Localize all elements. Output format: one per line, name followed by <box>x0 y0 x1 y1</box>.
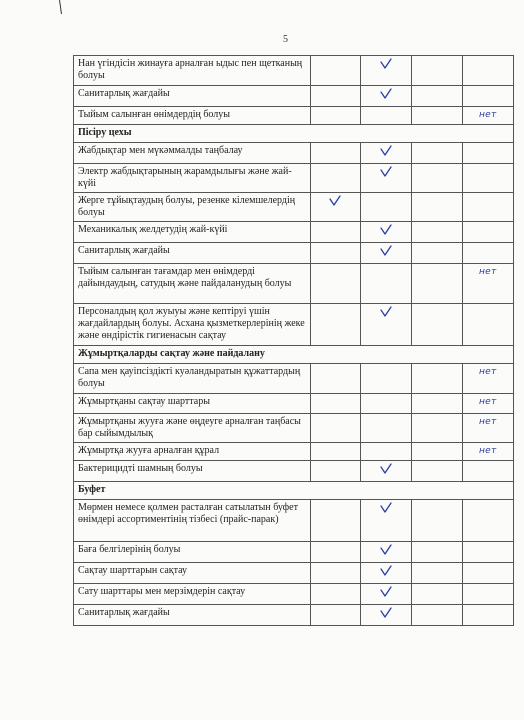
assessment-cell-4 <box>462 364 513 394</box>
assessment-cell-4 <box>462 304 513 346</box>
handwritten-note: нет <box>479 110 497 120</box>
assessment-cell-4 <box>462 86 513 107</box>
checklist-row <box>74 364 514 394</box>
checklist-row <box>74 605 514 626</box>
checkmark-icon <box>328 195 342 207</box>
assessment-cell-3 <box>412 143 462 164</box>
assessment-cell-2 <box>360 264 411 304</box>
assessment-cell-3 <box>412 605 462 626</box>
checklist-row <box>74 164 514 193</box>
assessment-cell-1 <box>310 107 360 125</box>
checklist-row <box>74 461 514 482</box>
checklist-row <box>74 542 514 563</box>
section-heading: Буфет <box>74 482 514 500</box>
criterion-label: Механикалық желдетудің жай-күйі <box>74 222 311 243</box>
assessment-cell-4 <box>462 461 513 482</box>
checklist-row <box>74 86 514 107</box>
checkmark-icon <box>379 544 393 556</box>
checklist-row <box>74 264 514 304</box>
assessment-cell-3 <box>412 222 462 243</box>
assessment-cell-2 <box>360 500 411 542</box>
assessment-cell-2 <box>360 243 411 264</box>
assessment-cell-3 <box>412 563 462 584</box>
assessment-cell-1 <box>310 164 360 193</box>
checklist-row <box>74 414 514 443</box>
checklist-row <box>74 243 514 264</box>
checklist-table <box>73 55 514 626</box>
assessment-cell-4 <box>462 605 513 626</box>
assessment-cell-2 <box>360 542 411 563</box>
criterion-label: Мөрмен немесе қолмен расталған сатылатын буфет өнімдері ассортиментінің тізбесі (прайс-парак) <box>74 500 311 542</box>
assessment-cell-1 <box>310 414 360 443</box>
assessment-cell-3 <box>412 86 462 107</box>
criterion-label: Баға белгілерінің болуы <box>74 542 311 563</box>
assessment-cell-1 <box>310 56 360 86</box>
assessment-cell-2 <box>360 304 411 346</box>
assessment-cell-1 <box>310 304 360 346</box>
checklist-row <box>74 222 514 243</box>
assessment-cell-2 <box>360 461 411 482</box>
assessment-cell-1 <box>310 243 360 264</box>
checklist-row <box>74 304 514 346</box>
checkmark-icon <box>379 586 393 598</box>
checklist-row <box>74 56 514 86</box>
checkmark-icon <box>379 145 393 157</box>
assessment-cell-2 <box>360 143 411 164</box>
assessment-cell-3 <box>412 193 462 222</box>
assessment-cell-4 <box>462 563 513 584</box>
assessment-cell-1 <box>310 394 360 414</box>
assessment-cell-4 <box>462 264 513 304</box>
handwritten-note: нет <box>479 446 497 456</box>
assessment-cell-2 <box>360 584 411 605</box>
assessment-cell-4 <box>462 143 513 164</box>
handwritten-note: нет <box>479 417 497 427</box>
checkmark-icon <box>379 58 393 70</box>
checklist-row <box>74 143 514 164</box>
criterion-label: Жерге тұйықтаудың болуы, резенке кілемшелердің болуы <box>74 193 311 222</box>
assessment-cell-1 <box>310 143 360 164</box>
page-number: 5 <box>283 34 288 45</box>
checklist-row <box>74 394 514 414</box>
assessment-cell-4 <box>462 542 513 563</box>
assessment-cell-3 <box>412 56 462 86</box>
criterion-label: Санитарлық жағдайы <box>74 86 311 107</box>
assessment-cell-2 <box>360 443 411 461</box>
assessment-cell-4 <box>462 394 513 414</box>
assessment-cell-2 <box>360 56 411 86</box>
checklist-row <box>74 563 514 584</box>
assessment-cell-3 <box>412 243 462 264</box>
criterion-label: Сату шарттары мен мерзімдерін сақтау <box>74 584 311 605</box>
handwritten-note: нет <box>479 397 497 407</box>
assessment-cell-4 <box>462 222 513 243</box>
checklist-row <box>74 443 514 461</box>
assessment-cell-3 <box>412 414 462 443</box>
checklist-row <box>74 584 514 605</box>
assessment-cell-4 <box>462 584 513 605</box>
assessment-cell-1 <box>310 443 360 461</box>
checklist-row <box>74 193 514 222</box>
checkmark-icon <box>379 88 393 100</box>
checkmark-icon <box>379 245 393 257</box>
criterion-label: Электр жабдықтарының жарамдылығы және жай-күйі <box>74 164 311 193</box>
assessment-cell-2 <box>360 605 411 626</box>
section-row <box>74 125 514 143</box>
checkmark-icon <box>379 463 393 475</box>
section-heading: Жұмыртқаларды сақтау және пайдалану <box>74 346 514 364</box>
assessment-cell-2 <box>360 164 411 193</box>
assessment-cell-4 <box>462 164 513 193</box>
section-row <box>74 482 514 500</box>
criterion-label: Жұмыртқаны жууға және өңдеуге арналған таңбасы бар сыйымдылық <box>74 414 311 443</box>
criterion-label: Сақтау шарттарын сақтау <box>74 563 311 584</box>
assessment-cell-3 <box>412 304 462 346</box>
assessment-cell-1 <box>310 584 360 605</box>
assessment-cell-2 <box>360 394 411 414</box>
page-fold-mark <box>59 0 62 14</box>
assessment-cell-3 <box>412 164 462 193</box>
assessment-cell-3 <box>412 461 462 482</box>
assessment-cell-2 <box>360 86 411 107</box>
checkmark-icon <box>379 565 393 577</box>
assessment-cell-1 <box>310 605 360 626</box>
assessment-cell-1 <box>310 563 360 584</box>
criterion-label: Тыйым салынған тағамдар мен өнімдерді дайындаудың, сатудың және пайдаланудың болуы <box>74 264 311 304</box>
assessment-cell-2 <box>360 222 411 243</box>
checkmark-icon <box>379 607 393 619</box>
assessment-cell-1 <box>310 364 360 394</box>
assessment-cell-3 <box>412 107 462 125</box>
assessment-cell-3 <box>412 394 462 414</box>
criterion-label: Жұмыртқа жууға арналған құрал <box>74 443 311 461</box>
assessment-cell-4 <box>462 443 513 461</box>
checklist-row <box>74 500 514 542</box>
section-heading: Пісіру цехы <box>74 125 514 143</box>
assessment-cell-3 <box>412 542 462 563</box>
criterion-label: Тыйым салынған өнімдердің болуы <box>74 107 311 125</box>
criterion-label: Жабдықтар мен мүкәммалды таңбалау <box>74 143 311 164</box>
assessment-cell-3 <box>412 584 462 605</box>
handwritten-note: нет <box>479 367 497 377</box>
assessment-cell-1 <box>310 264 360 304</box>
assessment-cell-1 <box>310 461 360 482</box>
assessment-cell-4 <box>462 414 513 443</box>
assessment-cell-4 <box>462 500 513 542</box>
assessment-cell-2 <box>360 193 411 222</box>
assessment-cell-4 <box>462 193 513 222</box>
checkmark-icon <box>379 306 393 318</box>
assessment-cell-1 <box>310 542 360 563</box>
assessment-cell-4 <box>462 243 513 264</box>
assessment-cell-1 <box>310 222 360 243</box>
criterion-label: Нан үгіндісін жинауға арналған ыдыс пен щетканың болуы <box>74 56 311 86</box>
section-row <box>74 346 514 364</box>
assessment-cell-1 <box>310 500 360 542</box>
criterion-label: Жұмыртқаны сақтау шарттары <box>74 394 311 414</box>
criterion-label: Санитарлық жағдайы <box>74 605 311 626</box>
checkmark-icon <box>379 224 393 236</box>
assessment-cell-2 <box>360 414 411 443</box>
criterion-label: Сапа мен қауіпсіздікті куәландыратын құжаттардың болуы <box>74 364 311 394</box>
assessment-cell-3 <box>412 264 462 304</box>
assessment-cell-3 <box>412 443 462 461</box>
assessment-cell-3 <box>412 500 462 542</box>
handwritten-note: нет <box>479 267 497 277</box>
assessment-cell-2 <box>360 364 411 394</box>
criterion-label: Санитарлық жағдайы <box>74 243 311 264</box>
assessment-cell-1 <box>310 86 360 107</box>
criterion-label: Бактерицидті шамның болуы <box>74 461 311 482</box>
checkmark-icon <box>379 166 393 178</box>
assessment-cell-2 <box>360 107 411 125</box>
assessment-cell-2 <box>360 563 411 584</box>
criterion-label: Персоналдың қол жуыуы және кептіруі үшін жағдайлардың болуы. Асхана қызметкерлерінің жеке және өндірістік гигиенасын сақтау <box>74 304 311 346</box>
checklist-row <box>74 107 514 125</box>
assessment-cell-3 <box>412 364 462 394</box>
checkmark-icon <box>379 502 393 514</box>
assessment-cell-4 <box>462 56 513 86</box>
assessment-cell-1 <box>310 193 360 222</box>
assessment-cell-4 <box>462 107 513 125</box>
